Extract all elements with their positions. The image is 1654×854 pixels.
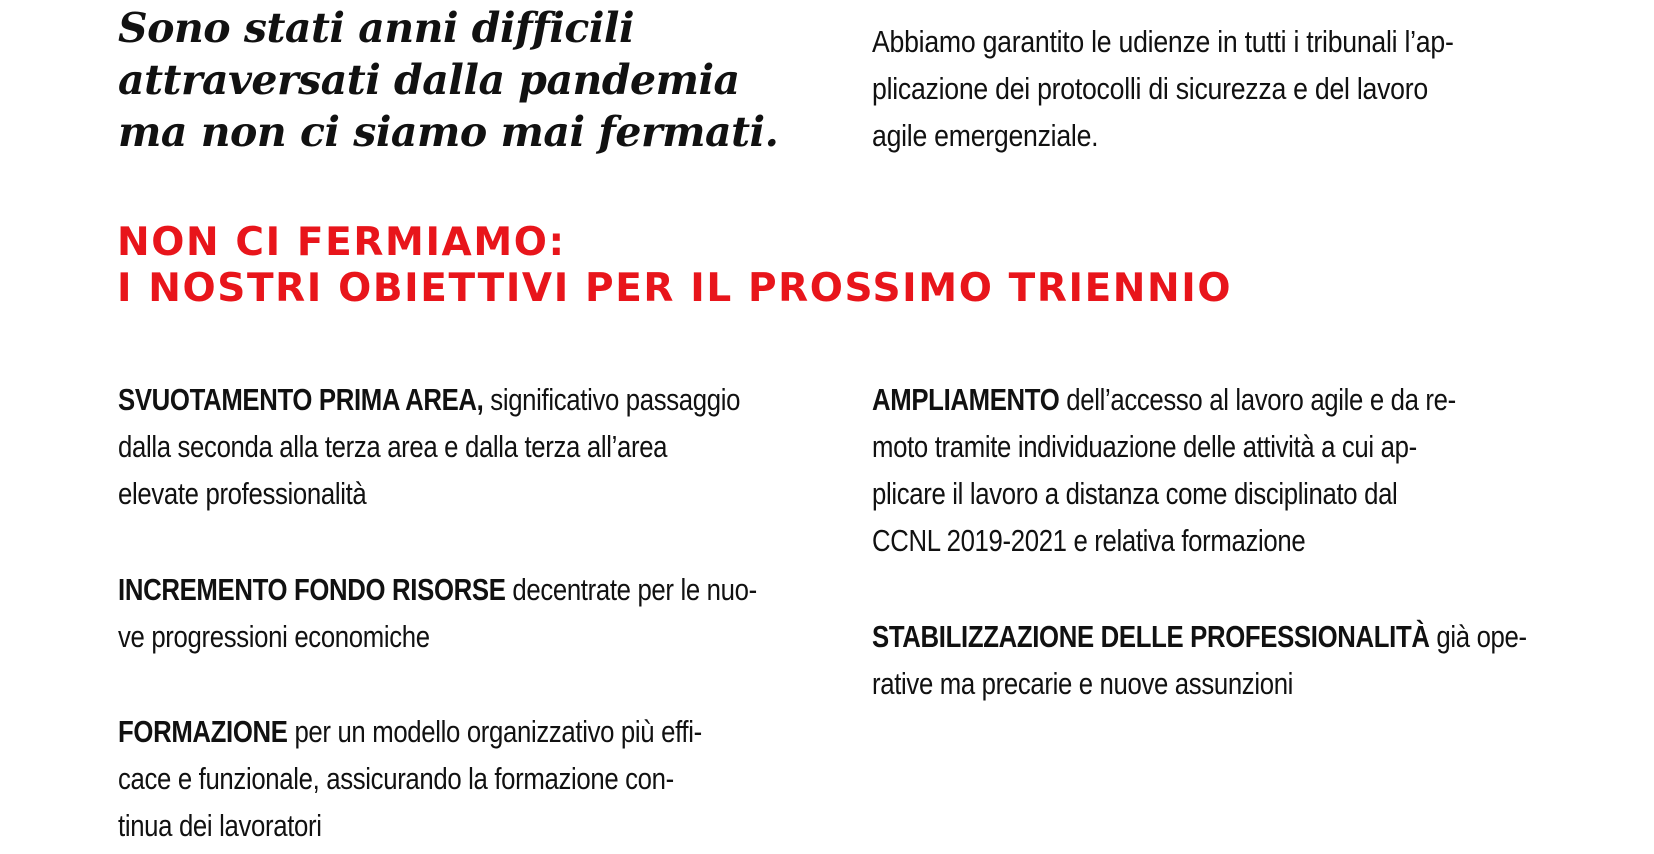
objective-text-line: ve progressioni economiche: [118, 619, 430, 654]
quote-line: attraversati dalla pandemia: [118, 56, 740, 104]
objective-formazione: [118, 708, 702, 849]
objective-title: STABILIZZAZIONE DELLE PROFESSIONALITÀ: [872, 619, 1430, 654]
objective-text: significativo passaggio: [483, 382, 741, 417]
objective-text-line: plicare il lavoro a distanza come disciplinato dal: [872, 476, 1398, 511]
objective-first-line: [872, 376, 1456, 423]
objective-text: per un modello organizzativo più effi-: [287, 714, 702, 749]
intro-paragraph: [872, 18, 1542, 159]
objective-text-line: cace e funzionale, assicurando la formazione con-: [118, 761, 674, 796]
objective-text-line: CCNL 2019-2021 e relativa formazione: [872, 523, 1306, 558]
objective-first-line: [118, 566, 757, 613]
objective-text: dell’accesso al lavoro agile e da re-: [1059, 382, 1456, 417]
objective-text-line: rative ma precarie e nuove assunzioni: [872, 666, 1294, 701]
quote-line: Sono stati anni difficili: [118, 4, 635, 52]
objective-first-line: [118, 376, 740, 423]
objective-stabilizzazione: [872, 613, 1527, 707]
heading-line-2: I NOSTRI OBIETTIVI PER IL PROSSIMO TRIENNIO: [117, 266, 1233, 311]
objective-text: decentrate per le nuo-: [505, 572, 757, 607]
intro-line: plicazione dei protocolli di sicurezza e del lavoro: [872, 71, 1428, 106]
objectives-heading: [117, 220, 1232, 312]
objective-text-line: tinua dei lavoratori: [118, 808, 322, 843]
quote-line: ma non ci siamo mai fermati.: [118, 108, 779, 156]
objective-title: FORMAZIONE: [118, 714, 288, 749]
intro-line: agile emergenziale.: [872, 118, 1099, 153]
objective-first-line: [118, 708, 702, 755]
objective-text-line: elevate professionalità: [118, 476, 367, 511]
objective-first-line: [872, 613, 1527, 660]
objective-title: AMPLIAMENTO: [872, 382, 1060, 417]
objective-title: INCREMENTO FONDO RISORSE: [118, 572, 506, 607]
objective-text-line: dalla seconda alla terza area e dalla terza all’area: [118, 429, 668, 464]
objective-incremento-fondo: [118, 566, 757, 660]
objective-title: SVUOTAMENTO PRIMA AREA,: [118, 382, 484, 417]
objective-ampliamento: [872, 376, 1456, 564]
objective-text: già ope-: [1429, 619, 1527, 654]
objective-svuotamento: [118, 376, 740, 517]
intro-line: Abbiamo garantito le udienze in tutti i tribunali l’ap-: [872, 24, 1454, 59]
pandemic-quote: [118, 2, 798, 158]
heading-line-1: NON CI FERMIAMO:: [117, 220, 566, 265]
objective-text-line: moto tramite individuazione delle attività a cui ap-: [872, 429, 1417, 464]
